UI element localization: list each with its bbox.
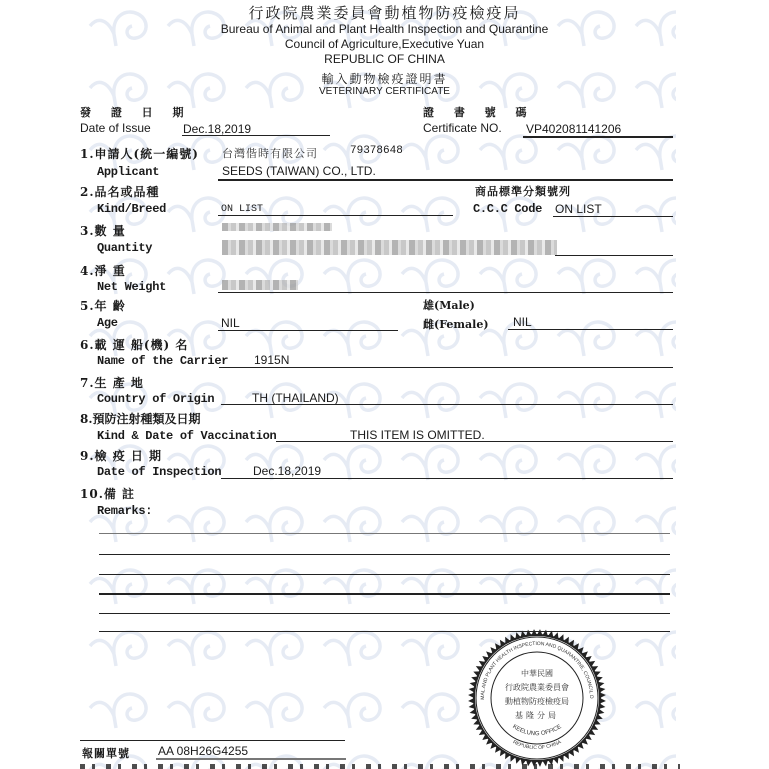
watermark-swirl: [168, 570, 224, 604]
watermark-swirl: [636, 508, 676, 542]
remarks-label: Remarks:: [97, 504, 153, 518]
seal-tooth: [470, 709, 477, 714]
quantity-redacted-line2: [222, 240, 557, 255]
agency-title-en: Bureau of Animal and Plant Health Inspection and Quarantine: [220, 22, 549, 36]
origin-value: TH (THAILAND): [252, 391, 339, 405]
watermark-swirl: [480, 260, 536, 294]
seal-line-3: 動植物防疫檢疫局: [505, 697, 569, 706]
watermark-swirl: [90, 632, 146, 666]
official-seal: [467, 628, 607, 768]
watermark-swirl: [246, 570, 302, 604]
net-weight-label: Net Weight: [97, 280, 167, 294]
watermark-swirl: [168, 260, 224, 294]
age-label-zh: 5.年 齡: [80, 299, 126, 313]
watermark-swirl: [324, 570, 380, 604]
watermark-swirl: [636, 570, 676, 604]
age-value: NIL: [221, 316, 240, 330]
quantity-redacted-line1: [222, 223, 332, 231]
watermark-swirl: [402, 508, 458, 542]
watermark-swirl: [168, 694, 224, 728]
watermark-swirl: [168, 198, 224, 232]
seal-tooth: [543, 630, 548, 636]
seal-tooth: [469, 704, 475, 709]
watermark-swirl: [90, 570, 146, 604]
remarks-line: [99, 593, 670, 595]
watermark-swirl: [324, 446, 380, 480]
quantity-label-zh: 3.數 量: [80, 224, 126, 238]
inspection-label: Date of Inspection: [97, 465, 222, 479]
watermark-swirl: [90, 694, 146, 728]
seal-line-1: 中華民國: [521, 669, 553, 678]
seal-tooth: [532, 629, 538, 635]
remarks-line: [99, 574, 670, 575]
watermark-swirl: [168, 632, 224, 666]
watermark-swirl: [402, 384, 458, 418]
inspection-label-zh: 9.檢 疫 日 期: [80, 449, 163, 463]
seal-ring-bottom: KEELUNG OFFICE: [511, 723, 563, 738]
watermark-swirl: [636, 136, 676, 170]
remarks-line: [99, 613, 670, 614]
seal-ring-outer: REPUBLIC OF CHINA: [511, 739, 563, 751]
declaration-label-zh: 報關單號: [82, 747, 130, 760]
council-title: Council of Agriculture,Executive Yuan: [284, 37, 485, 51]
watermark-swirl: [558, 136, 614, 170]
watermark-swirl: [480, 446, 536, 480]
seal-tooth: [537, 629, 543, 635]
watermark-swirl: [480, 508, 536, 542]
date-of-issue-label-zh: 發 證 日 期: [80, 106, 192, 119]
net-weight-redacted: [222, 280, 298, 290]
seal-tooth: [598, 709, 605, 714]
document-title-zh: 輸入動物檢疫證明書: [321, 72, 448, 86]
watermark-swirl: [480, 570, 536, 604]
kind-value: ON LIST: [221, 204, 264, 215]
origin-label: Country of Origin: [97, 392, 215, 406]
watermark-swirl: [636, 694, 676, 728]
watermark-swirl: [246, 632, 302, 666]
female-value: NIL: [513, 315, 532, 329]
origin-label-zh: 7.生 產 地: [80, 376, 144, 390]
carrier-label-zh: 6.載 運 船(機) 名: [80, 338, 189, 352]
seal-tooth: [469, 687, 475, 692]
watermark-swirl: [558, 508, 614, 542]
watermark-swirl: [558, 322, 614, 356]
applicant-name: SEEDS (TAIWAN) CO., LTD.: [222, 164, 376, 178]
agency-title-zh: 行政院農業委員會動植物防疫檢疫局: [248, 4, 521, 22]
watermark-swirl: [636, 198, 676, 232]
inspection-value: Dec.18,2019: [253, 464, 322, 478]
watermark-swirl: [324, 694, 380, 728]
applicant-name-zh: 台灣偕時有限公司: [222, 147, 318, 160]
watermark-swirl: [636, 446, 676, 480]
watermark-swirl: [480, 136, 536, 170]
seal-line-2: 行政院農業委員會: [505, 683, 569, 692]
ccc-value: ON LIST: [555, 202, 602, 216]
applicant-label: Applicant: [97, 165, 160, 179]
watermark-swirl: [246, 694, 302, 728]
seal-tooth: [600, 698, 606, 704]
vaccination-value: THIS ITEM IS OMITTED.: [350, 428, 485, 442]
seal-tooth: [600, 693, 606, 699]
declaration-number: AA 08H26G4255: [158, 744, 249, 758]
country-title: REPUBLIC OF CHINA: [324, 52, 445, 66]
seal-tooth: [548, 631, 553, 638]
age-label: Age: [97, 316, 118, 330]
watermark-swirl: [324, 508, 380, 542]
document-title-en: VETERINARY CERTIFICATE: [319, 86, 450, 97]
watermark-swirl: [636, 322, 676, 356]
watermark-swirl: [558, 570, 614, 604]
watermark-swirl: [558, 446, 614, 480]
watermark-swirl: [324, 322, 380, 356]
certificate-number: VP402081141206: [526, 122, 622, 136]
male-label: 雄(Male): [423, 299, 475, 312]
watermark-swirl: [402, 632, 458, 666]
watermark-swirl: [636, 632, 676, 666]
applicant-label-zh: 1.申請人(統一編號): [80, 147, 199, 161]
watermark-swirl: [402, 694, 458, 728]
watermark-swirl: [402, 260, 458, 294]
ccc-label-zh: 商品標準分類號列: [475, 185, 571, 198]
carrier-label: Name of the Carrier: [97, 354, 229, 368]
seal-tooth: [598, 682, 605, 687]
seal-tooth: [468, 693, 474, 699]
ccc-label: C.C.C Code: [473, 202, 543, 216]
vaccination-label-zh: 8.預防注射種類及日期: [80, 412, 201, 426]
watermark-swirl: [324, 260, 380, 294]
remarks-line: [99, 554, 670, 555]
watermark-swirl: [636, 384, 676, 418]
date-of-issue-value: Dec.18,2019: [183, 122, 252, 136]
watermark-swirl: [246, 508, 302, 542]
watermark-swirl: [324, 632, 380, 666]
vaccination-label: Kind & Date of Vaccination: [97, 429, 277, 443]
remarks-label-zh: 10.備 註: [80, 487, 136, 501]
seal-tooth: [526, 630, 531, 636]
seal-tooth: [521, 631, 526, 638]
watermark-swirl: [558, 384, 614, 418]
seal-ring-top: MAL AND PLANT HEALTH INSPECTION AND QUARANTINE, COUNCIL O: [479, 640, 595, 700]
certificate-label-zh: 證 書 號 碼: [423, 106, 535, 119]
net-weight-label-zh: 4.淨 重: [80, 264, 126, 278]
watermark-swirl: [558, 260, 614, 294]
remarks-line: [99, 533, 670, 534]
seal-tooth: [468, 698, 474, 704]
seal-tooth: [470, 682, 477, 687]
watermark-swirl: [636, 260, 676, 294]
carrier-value: 1915N: [254, 353, 290, 367]
watermark-swirl: [402, 446, 458, 480]
kind-label-zh: 2.品名或品種: [80, 185, 160, 199]
date-of-issue-label: Date of Issue: [80, 121, 151, 135]
quantity-label: Quantity: [97, 241, 153, 255]
female-label: 雌(Female): [423, 318, 489, 331]
seal-tooth: [599, 704, 605, 709]
cut-off-text: [80, 764, 680, 769]
seal-tooth: [599, 687, 605, 692]
watermark-swirl: [402, 570, 458, 604]
kind-label: Kind/Breed: [97, 202, 167, 216]
watermark-swirl: [168, 508, 224, 542]
certificate-label: Certificate NO.: [423, 121, 502, 135]
watermark-swirl: [480, 384, 536, 418]
watermark-swirl: [402, 136, 458, 170]
seal-line-4: 基隆分局: [515, 711, 559, 720]
applicant-tax-id: 79378648: [350, 145, 403, 157]
watermark-swirl: [246, 322, 302, 356]
